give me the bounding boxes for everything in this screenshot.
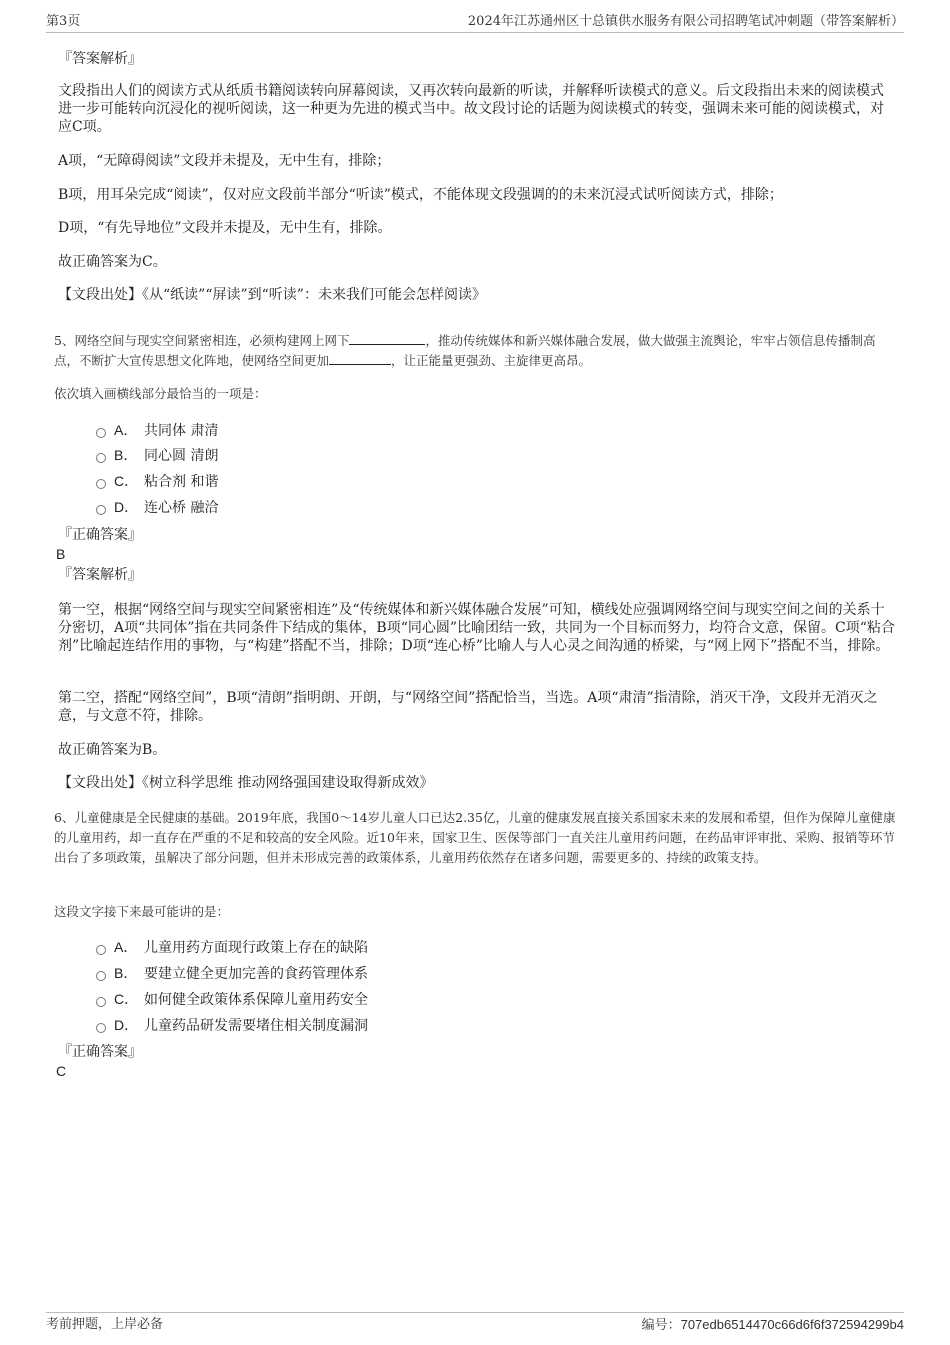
correct-answer: C [56,1063,67,1079]
option-d[interactable]: D． 连心桥 融洽 [96,497,218,517]
document-code: 编号：707edb6514470c66d6f6f372594299b4 [641,1317,904,1333]
option-b[interactable]: B． 要建立健全更加完善的食药管理体系 [96,963,368,983]
option-a[interactable]: A． 共同体 肃清 [96,420,218,440]
radio-icon[interactable] [96,505,106,515]
analysis-conclusion: 故正确答案为C。 [58,254,167,270]
page-header [46,12,904,33]
radio-icon[interactable] [96,453,106,463]
radio-icon[interactable] [96,428,106,438]
footer-motto: 考前押题，上岸必备 [46,1317,164,1332]
option-b[interactable]: B． 同心圆 清朗 [96,445,218,465]
option-a[interactable]: A． 儿童用药方面现行政策上存在的缺陷 [96,937,368,957]
document-title: 2024年江苏通州区十总镇供水服务有限公司招聘笔试冲刺题（带答案解析） [467,14,904,29]
page-number: 第3页 [46,14,81,29]
question-prompt: 这段文字接下来最可能讲的是： [54,904,230,919]
blank-line [349,332,425,345]
correct-answer-label: 『正确答案』 [58,527,142,543]
source-citation: 【文段出处】《树立科学思维 推动网络强国建设取得新成效》 [58,775,434,791]
radio-icon[interactable] [96,479,106,489]
question-stem: 5、网络空间与现实空间紧密相连，必须构建网上网下 ，推动传统媒体和新兴媒体融合发展，做大做强主流舆论，牢牢占领信息传播制高点，不断扩大宣传思想文化阵地，使网络空间更加 ，让正能量更强劲、主旋律更高昂。 [54,333,876,368]
analysis-paragraph: B项，用耳朵完成“阅读”，仅对应文段前半部分“听读”模式，不能体现文段强调的的未来沉浸式试听阅读方式，排除； [58,187,783,203]
blank-line [329,352,391,365]
source-citation: 【文段出处】《从“纸读”“屏读”到“听读”：未来我们可能会怎样阅读》 [58,287,486,303]
question-prompt: 依次填入画横线部分最恰当的一项是： [54,386,267,401]
analysis-paragraph: 第二空，搭配“网络空间”，B项“清朗”指明朗、开朗，与“网络空间”搭配恰当，当选。A项“肃清”指清除，消灭干净，文段并无消灭之意，与文意不符，排除。 [58,690,878,724]
analysis-paragraph: 文段指出人们的阅读方式从纸质书籍阅读转向屏幕阅读，又再次转向最新的听读，并解释听读模式的意义。后文段指出未来的阅读模式进一步可能转向沉浸化的视听阅读，这一种更为先进的模式当中。故文段讨论的话题为阅读模式的转变，强调未来可能的阅读模式，对应C项。 [58,83,884,135]
analysis-label: 『答案解析』 [58,567,142,583]
analysis-conclusion: 故正确答案为B。 [58,742,167,758]
analysis-label: 『答案解析』 [58,51,142,67]
analysis-paragraph: D项，“有先导地位”文段并未提及，无中生有，排除。 [58,220,392,236]
radio-icon[interactable] [96,1023,106,1033]
page-footer [46,1312,904,1337]
radio-icon[interactable] [96,945,106,955]
option-c[interactable]: C． 如何健全政策体系保障儿童用药安全 [96,989,368,1009]
option-c[interactable]: C． 粘合剂 和谐 [96,471,218,491]
correct-answer: B [56,546,66,562]
radio-icon[interactable] [96,997,106,1007]
analysis-paragraph: 第一空，根据“网络空间与现实空间紧密相连”及“传统媒体和新兴媒体融合发展”可知，横线处应强调网络空间与现实空间之间的关系十分密切，A项“共同体”指在共同条件下结成的集体，B项“同心圆”比喻团结一致，共同为一个目标而努力，均符合文意，保留。C项“粘合剂”比喻起连结作用的事物，与“构建”搭配不当，排除；D项“连心桥”比喻人与人心灵之间沟通的桥梁，与“网上网下”搭配不当，排除。 [58,602,895,654]
question-stem: 6、儿童健康是全民健康的基础。2019年底，我国0～14岁儿童人口已达2.35亿，儿童的健康发展直接关系国家未来的发展和希望，但作为保障儿童健康的儿童用药，却一直存在严重的不足和较高的安全风险。近10年来，国家卫生、医保等部门一直关注儿童用药问题，在药品审评审批、采购、报销等环节出台了多项政策，虽解决了部分问题，但并未形成完善的政策体系，儿童用药依然存在诸多问题，需要更多的、持续的政策支持。 [54,810,896,865]
radio-icon[interactable] [96,971,106,981]
option-d[interactable]: D． 儿童药品研发需要堵住相关制度漏洞 [96,1015,368,1035]
analysis-paragraph: A项，“无障碍阅读”文段并未提及，无中生有，排除； [58,153,391,169]
correct-answer-label: 『正确答案』 [58,1044,142,1060]
